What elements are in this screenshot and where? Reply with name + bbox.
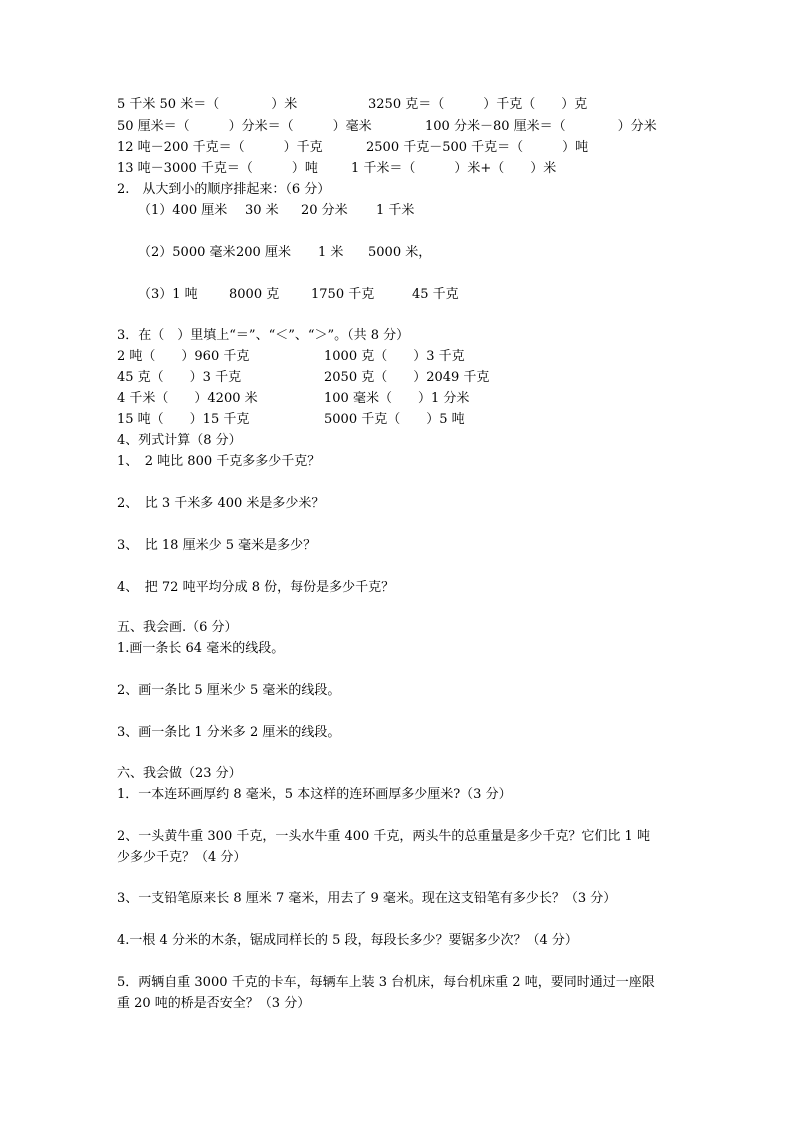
order-group-2-item: 1 米 (318, 245, 344, 260)
calc-question-3: 3、 比 18 厘米少 5 毫米是多少？ (117, 538, 317, 553)
compare-right: 5000 千克（ ）5 吨 (324, 412, 465, 427)
word-problem-2-line-2: 少多少千克？（4 分） (117, 850, 247, 865)
compare-right: 1000 克（ ）3 千克 (324, 349, 465, 364)
calc-question-1: 1、 2 吨比 800 千克多多少千克？ (117, 454, 321, 469)
order-group-3-item: 1750 千克 (311, 287, 375, 302)
calc-question-2: 2、 比 3 千米多 400 米是多少米？ (117, 496, 325, 511)
order-group-1-item: （1）400 厘米 (138, 203, 228, 218)
order-group-2-item: 5000 米， (368, 245, 432, 260)
compare-left: 15 吨（ ）15 千克 (117, 412, 250, 427)
conversion-4a: 13 吨－3000 千克＝（ ）吨 (117, 161, 318, 176)
compare-left: 2 吨（ ）960 千克 (117, 349, 250, 364)
section-2-title: 2. 从大到小的顺序排起来：（6 分） (117, 182, 331, 197)
word-problem-1: 1．一本连环画厚约 8 毫米，5 本这样的连环画厚多少厘米?（3 分） (117, 787, 512, 802)
conversion-2a: 50 厘米＝（ ）分米＝（ ）毫米 (117, 119, 372, 134)
conversion-3a: 12 吨－200 千克＝（ ）千克 (117, 140, 323, 155)
conversion-1b: 3250 克＝（ ）千克（ ）克 (368, 97, 588, 112)
compare-left: 45 克（ ）3 千克 (117, 370, 242, 385)
word-problem-5-line-1: 5．两辆自重 3000 千克的卡车，每辆车上装 3 台机床，每台机床重 2 吨，要同时通过一座限 (117, 975, 655, 990)
section-5-title: 五、我会画.（6 分） (117, 620, 238, 635)
order-group-1-item: 30 米 (245, 203, 279, 218)
section-3-title: 3．在（ ）里填上“＝”、“＜”、“＞”。（共 8 分） (117, 328, 410, 343)
word-problem-2-line-1: 2、一头黄牛重 300 千克，一头水牛重 400 千克，两头牛的总重量是多少千克？它们比 1 吨 (117, 829, 650, 844)
order-group-3-item: 8000 克 (229, 287, 280, 302)
conversion-4b: 1 千米＝（ ）米+（ ）米 (351, 161, 557, 176)
word-problem-3: 3、一支铅笔原来长 8 厘米 7 毫米，用去了 9 毫米。现在这支铅笔有多少长？（3 分） (117, 891, 617, 906)
draw-question-3: 3、画一条比 1 分米多 2 厘米的线段。 (117, 725, 341, 740)
draw-question-2: 2、画一条比 5 厘米少 5 毫米的线段。 (117, 683, 341, 698)
order-group-2-item: （2）5000 毫米 (138, 245, 236, 260)
compare-right: 2050 克（ ）2049 千克 (324, 370, 490, 385)
word-problem-5-line-2: 重 20 吨的桥是否安全？（3 分） (117, 996, 311, 1011)
conversion-1a: 5 千米 50 米＝（ ）米 (117, 97, 298, 112)
section-6-title: 六、我会做（23 分） (117, 766, 242, 781)
section-4-title: 4、列式计算（8 分） (117, 433, 242, 448)
compare-left: 4 千米（ ）4200 米 (117, 391, 258, 406)
word-problem-4: 4.一根 4 分米的木条，锯成同样长的 5 段，每段长多少？要锯多少次？（4 分） (117, 933, 578, 948)
compare-right: 100 毫米（ ）1 分米 (324, 391, 470, 406)
order-group-2-item: 200 厘米 (236, 245, 291, 260)
order-group-3-item: 45 千克 (412, 287, 459, 302)
calc-question-4: 4、 把 72 吨平均分成 8 份，每份是多少千克？ (117, 580, 395, 595)
order-group-1-item: 20 分米 (301, 203, 348, 218)
conversion-2b: 100 分米－80 厘米＝（ ）分米 (425, 119, 657, 134)
conversion-3b: 2500 千克－500 千克＝（ ）吨 (366, 140, 589, 155)
draw-question-1: 1.画一条长 64 毫米的线段。 (117, 641, 285, 656)
order-group-1-item: 1 千米 (376, 203, 415, 218)
order-group-3-item: （3）1 吨 (138, 287, 198, 302)
